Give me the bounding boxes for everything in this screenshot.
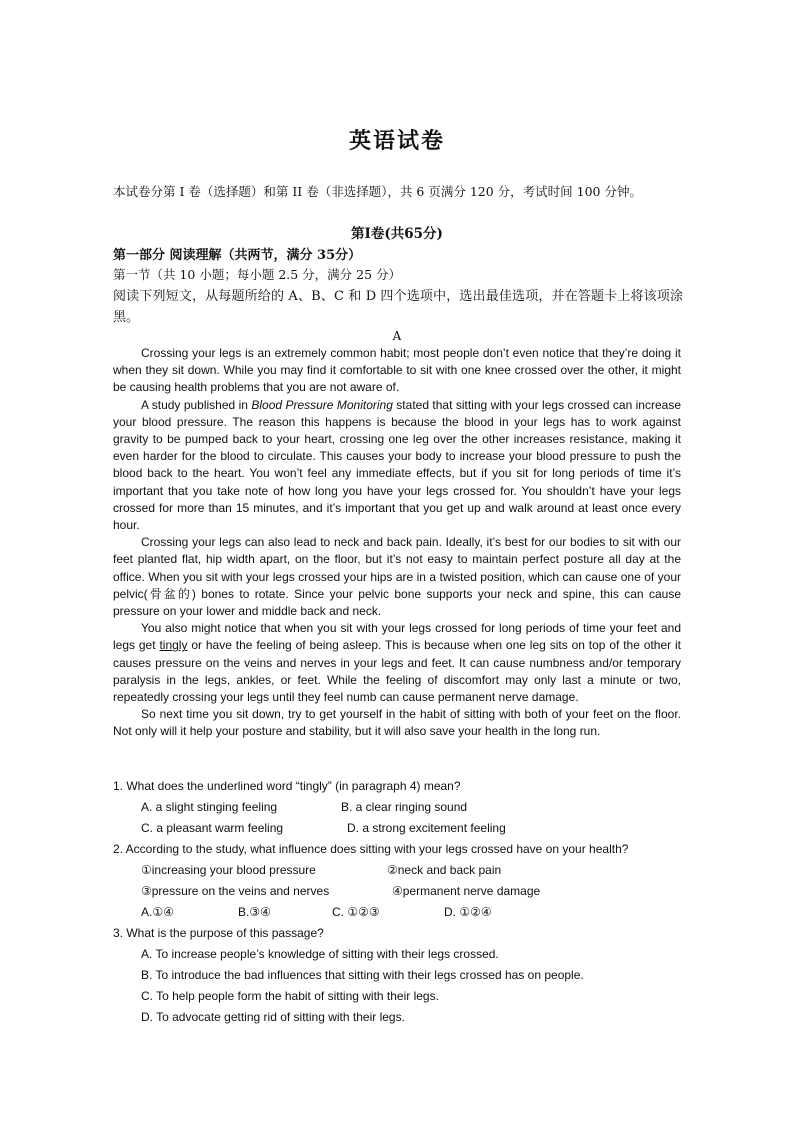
option-a[interactable]: A. a slight stinging feeling bbox=[141, 800, 278, 814]
passage-paragraph-3: Crossing your legs can also lead to neck and back pain. Ideally, it’s best for our bodies to sit with our feet planted flat, hip width apart, on the floor, but it’s not easy to maintain perfect posture all day at the office. When you sit with your legs crossed your hips are in a twisted position, which can cause one of your pelvic(骨盆的) bones to rotate. Since your pelvic bone supports your neck and spine, this can cause pressure on your lower and middle back and neck. bbox=[113, 535, 681, 619]
part-title: 第I卷(共65分) bbox=[351, 226, 443, 242]
option-d[interactable]: D. ①②④ bbox=[444, 905, 492, 919]
passage-paragraph-1: Crossing your legs is an extremely common habit; most people don’t even notice that they’re doing it when they sit down. While you may find it comfortable to sit with one knee crossed over the other, it might be causing health problems that you are not aware of. bbox=[113, 346, 681, 395]
option-c[interactable]: C. ①②③ bbox=[332, 905, 380, 919]
question-stem: 2. According to the study, what influence does sitting with your legs crossed have on your health? bbox=[113, 842, 629, 856]
passage-label: A bbox=[392, 329, 402, 343]
statement-1: ①increasing your blood pressure bbox=[141, 863, 316, 877]
section-heading: 第一部分 阅读理解（共两节，满分 35分） bbox=[113, 248, 362, 263]
page-title: 英语试卷 bbox=[348, 128, 445, 154]
statement-row bbox=[113, 881, 683, 902]
p2-text-after: stated that sitting with your legs crossed can increase your blood pressure. The reason this happens is because the blood in your legs has to work against gravity to be pumped back to your heart, crossing one leg over the other increases resistance, making it even harder for the blood to circulate. This causes your body to increase your blood pressure to push the blood back to the heart. You won’t feel any immediate effects, but if you sit for long periods of time it’s important that you take note of how long you have your legs crossed for. You shouldn’t have your legs crossed for more than 15 minutes, and it’s important that you get up and walk around at least once every hour. bbox=[113, 397, 682, 533]
statement-row bbox=[113, 860, 683, 881]
question-stem: 1. What does the underlined word “tingly” (in paragraph 4) mean? bbox=[113, 779, 461, 793]
instructions: 阅读下列短文，从每题所给的 A、B、C 和 D 四个选项中，选出最佳选项，并在答题卡上将该项涂黑。 bbox=[113, 289, 683, 325]
underlined-word: tingly bbox=[159, 638, 188, 653]
option-d[interactable]: D. To advocate getting rid of sitting with their legs. bbox=[141, 1010, 405, 1024]
question-stem: 3. What is the purpose of this passage? bbox=[113, 926, 324, 940]
question-list bbox=[113, 776, 683, 1028]
subsection-heading: 第一节（共 10 小题；每小题 2.5 分，满分 25 分） bbox=[113, 267, 402, 282]
question-1 bbox=[113, 776, 683, 839]
exam-intro: 本试卷分第 I 卷（选择题）和第 II 卷（非选择题），共 6 页满分 120 分，考试时间 100 分钟。 bbox=[113, 184, 642, 199]
option-row bbox=[113, 818, 683, 839]
p2-text-before: A study published in bbox=[141, 397, 252, 412]
option-a[interactable]: A. To increase people’s knowledge of sitting with their legs crossed. bbox=[141, 947, 499, 961]
option-b[interactable]: B. To introduce the bad influences that sitting with their legs crossed has on people. bbox=[141, 968, 584, 982]
statement-4: ④permanent nerve damage bbox=[392, 884, 541, 898]
journal-title: Blood Pressure Monitoring bbox=[251, 397, 393, 412]
passage-paragraph-4 bbox=[113, 620, 681, 706]
option-c[interactable]: C. To help people form the habit of sitting with their legs. bbox=[141, 989, 439, 1003]
option-row bbox=[113, 902, 683, 923]
passage-paragraph-2 bbox=[113, 397, 681, 535]
p4-text-before: You also might notice that when you sit with your legs crossed for long periods of time your feet and legs get bbox=[113, 621, 681, 653]
statement-2: ②neck and back pain bbox=[387, 863, 502, 877]
option-row bbox=[113, 965, 683, 986]
statement-3: ③pressure on the veins and nerves bbox=[141, 884, 330, 898]
option-c[interactable]: C. a pleasant warm feeling bbox=[141, 821, 284, 835]
reading-passage bbox=[113, 345, 681, 741]
question-2 bbox=[113, 839, 683, 923]
p4-text-after: or have the feeling of being asleep. This is because when one leg sits on top of the other it causes pressure on the veins and nerves in your legs and feet. It can cause numbness and/or temporary paralysis in the legs, ankles, or feet. While the feeling of discomfort may only last a minute or two, repeatedly crossing your legs until they feel numb can cause permanent nerve damage. bbox=[113, 638, 681, 705]
question-3 bbox=[113, 923, 683, 1028]
option-b[interactable]: B. a clear ringing sound bbox=[341, 800, 468, 814]
option-row bbox=[113, 986, 683, 1007]
option-row bbox=[113, 797, 683, 818]
option-a[interactable]: A.①④ bbox=[141, 905, 174, 919]
option-row bbox=[113, 944, 683, 965]
option-b[interactable]: B.③④ bbox=[238, 905, 271, 919]
option-d[interactable]: D. a strong excitement feeling bbox=[347, 821, 506, 835]
option-row bbox=[113, 1007, 683, 1028]
passage-paragraph-5: So next time you sit down, try to get yourself in the habit of sitting with both of your feet on the floor. Not only will it help your posture and stability, but it will also save your health in the long run. bbox=[113, 707, 681, 739]
